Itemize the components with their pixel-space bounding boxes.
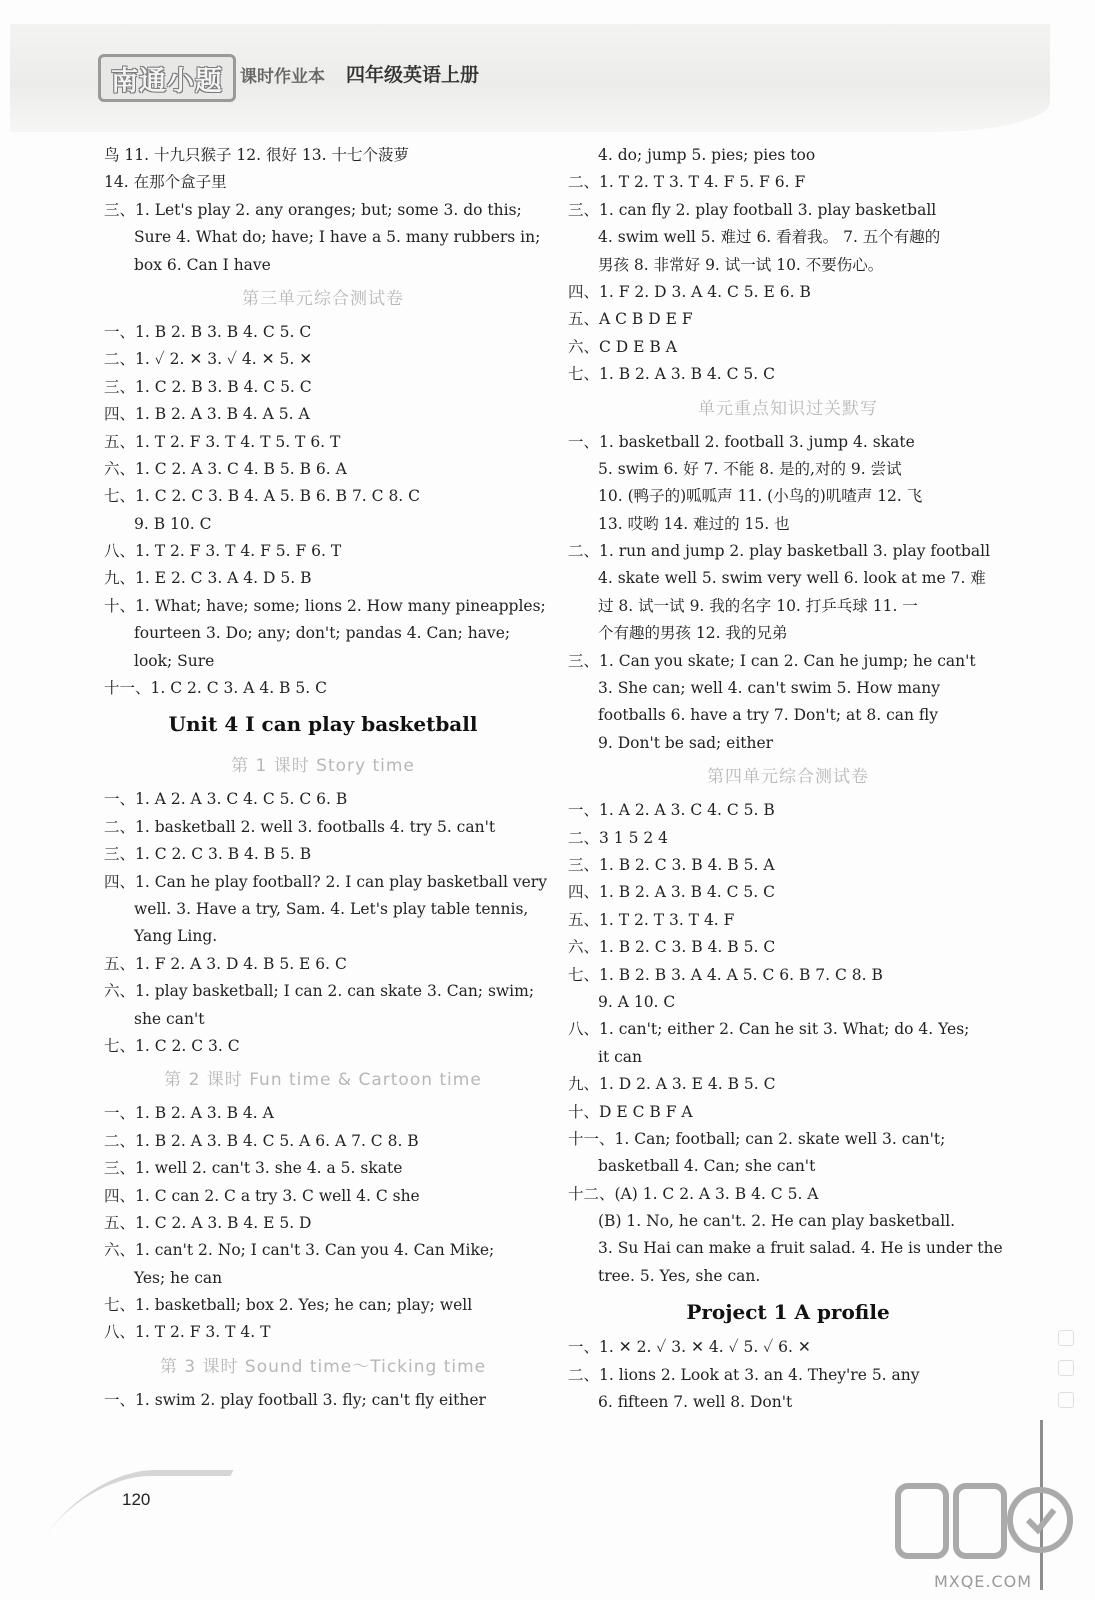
answer-line: Yes; he can	[134, 1268, 223, 1287]
section-heading: 第四单元综合测试卷	[707, 767, 869, 788]
answer-line: 二、3 1 5 2 4	[568, 828, 669, 847]
answer-line: 三、1. well 2. can't 3. she 4. a 5. skate	[104, 1159, 403, 1178]
answer-column-left	[104, 142, 547, 1414]
answer-line: 一、1. ✕ 2. ✓ 3. ✕ 4. ✓ 5. ✓ 6. ✕	[568, 1338, 811, 1357]
answer-line: 二、1. B 2. A 3. B 4. C 5. A 6. A 7. C 8. B	[104, 1131, 419, 1150]
answer-line: 八、1. T 2. F 3. T 4. T	[104, 1323, 271, 1342]
answer-line: 9. B 10. C	[134, 514, 212, 533]
answer-line: 10. (鸭子的)呱呱声 11. (小鸟的)叽喳声 12. 飞	[598, 487, 923, 506]
answer-line: 四、1. F 2. D 3. A 4. C 5. E 6. B	[568, 282, 811, 301]
answer-line: look; Sure	[134, 651, 215, 670]
margin-mark	[1058, 1392, 1074, 1408]
answer-line: 5. swim 6. 好 7. 不能 8. 是的,对的 9. 尝试	[598, 459, 902, 478]
answer-line: 六、C D E B A	[568, 337, 677, 356]
answer-line: well. 3. Have a try, Sam. 4. Let's play table tennis,	[134, 899, 529, 918]
answer-line: 七、1. B 2. A 3. B 4. C 5. C	[568, 365, 775, 384]
answer-line: 4. swim well 5. 难过 6. 看着我。 7. 五个有趣的	[598, 228, 941, 247]
answer-line: 五、1. T 2. T 3. T 4. F	[568, 910, 735, 929]
answer-line: 四、1. B 2. A 3. B 4. A 5. A	[104, 405, 310, 424]
section-heading: 第 3 课时 Sound time～Ticking time	[159, 1356, 487, 1377]
answer-line: 二、1. T 2. T 3. T 4. F 5. F 6. F	[568, 173, 806, 192]
answer-line: 二、1. run and jump 2. play basketball 3. play football	[568, 542, 991, 561]
unit-heading: Project 1 A profile	[686, 1300, 890, 1325]
answer-line: 三、1. C 2. C 3. B 4. B 5. B	[104, 845, 312, 864]
answer-line: 七、1. basketball; box 2. Yes; he can; play; well	[104, 1296, 473, 1315]
answer-line: 八、1. can't; either 2. Can he sit 3. What; do 4. Yes;	[568, 1020, 970, 1039]
answer-line: it can	[598, 1047, 643, 1066]
answer-line: 三、1. Let's play 2. any oranges; but; some 3. do this;	[104, 200, 522, 219]
brand-logo: 南通小题	[98, 54, 236, 102]
answer-line: (B) 1. No, he can't. 2. He can play basketball.	[598, 1212, 956, 1231]
section-heading: 单元重点知识过关默写	[698, 398, 878, 419]
answer-line: fourteen 3. Do; any; don't; pandas 4. Can; have;	[134, 624, 511, 643]
answer-line: 男孩 8. 非常好 9. 试一试 10. 不要伤心。	[598, 255, 884, 274]
answer-line: 6. fifteen 7. well 8. Don't	[598, 1393, 793, 1412]
answer-line: Yang Ling.	[134, 927, 218, 946]
section-heading: 第三单元综合测试卷	[242, 288, 404, 309]
answer-line: 鸟 11. 十九只猴子 12. 很好 13. 十七个菠萝	[104, 146, 410, 164]
answer-line: Sure 4. What do; have; I have a 5. many rubbers in;	[134, 228, 541, 247]
answer-line: 9. A 10. C	[598, 992, 676, 1011]
answer-line: 六、1. C 2. A 3. C 4. B 5. B 6. A	[104, 459, 347, 478]
answer-line: 六、1. B 2. C 3. B 4. B 5. C	[568, 938, 776, 957]
answer-line: 七、1. C 2. C 3. B 4. A 5. B 6. B 7. C 8. C	[104, 487, 421, 506]
answer-line: footballs 6. have a try 7. Don't; at 8. can fly	[598, 706, 939, 725]
answer-line: 13. 哎哟 14. 难过的 15. 也	[598, 514, 790, 533]
answer-line: 十、1. What; have; some; lions 2. How many pineapples;	[104, 596, 546, 615]
answer-line: 七、1. C 2. C 3. C	[104, 1036, 240, 1055]
answer-line: 二、1. lions 2. Look at 3. an 4. They're 5. any	[568, 1365, 920, 1384]
answer-line: 一、1. A 2. A 3. C 4. C 5. B	[568, 801, 775, 820]
answer-line: 四、1. B 2. A 3. B 4. C 5. C	[568, 883, 775, 902]
answer-line: 3. She can; well 4. can't swim 5. How many	[598, 679, 941, 698]
page-number: 120	[122, 1490, 151, 1509]
answer-line: 六、1. play basketball; I can 2. can skate 3. Can; swim;	[104, 982, 535, 1001]
book-title: 四年级英语上册	[346, 64, 480, 86]
answer-line: 九、1. E 2. C 3. A 4. D 5. B	[104, 569, 312, 588]
answer-line: 一、1. B 2. B 3. B 4. C 5. C	[104, 322, 312, 341]
answer-line: 十一、1. Can; football; can 2. skate well 3. can't;	[568, 1129, 946, 1148]
margin-mark	[1058, 1360, 1074, 1376]
answer-line: 一、1. B 2. A 3. B 4. A	[104, 1104, 274, 1123]
answer-line: 9. Don't be sad; either	[598, 733, 774, 752]
answer-line: 九、1. D 2. A 3. E 4. B 5. C	[568, 1075, 776, 1094]
answer-line: 一、1. A 2. A 3. C 4. C 5. C 6. B	[104, 790, 348, 809]
answer-column-right	[568, 142, 1008, 1416]
section-heading: 第 2 课时 Fun time & Cartoon time	[164, 1070, 482, 1091]
answer-line: 四、1. Can he play football? 2. I can play basketball very	[104, 872, 547, 891]
answer-line: 二、1. ✓ 2. ✕ 3. ✓ 4. ✕ 5. ✕	[104, 350, 313, 369]
watermark-text: MXQE.COM	[933, 1572, 1033, 1591]
answer-line: 4. do; jump 5. pies; pies too	[598, 146, 816, 164]
section-heading: 第 1 课时 Story time	[231, 756, 415, 777]
answer-line: 一、1. basketball 2. football 3. jump 4. skate	[568, 432, 915, 451]
answer-line: basketball 4. Can; she can't	[598, 1157, 816, 1176]
answer-line: 14. 在那个盒子里	[104, 173, 227, 192]
answer-line: she can't	[134, 1009, 205, 1028]
unit-heading: Unit 4 I can play basketball	[168, 712, 478, 737]
answer-line: 六、1. can't 2. No; I can't 3. Can you 4. Can Mike;	[104, 1241, 495, 1260]
answer-line: 五、1. F 2. A 3. D 4. B 5. E 6. C	[104, 954, 347, 973]
answer-line: 二、1. basketball 2. well 3. footballs 4. try 5. can't	[104, 817, 496, 836]
answer-line: 三、1. C 2. B 3. B 4. C 5. C	[104, 377, 312, 396]
answer-line: 过 8. 试一试 9. 我的名字 10. 打乒乓球 11. 一	[598, 596, 918, 615]
watermark-logo	[890, 1478, 1076, 1590]
answer-line: 个有趣的男孩 12. 我的兄弟	[598, 624, 788, 643]
answer-line: tree. 5. Yes, she can.	[598, 1266, 761, 1285]
answer-line: 七、1. B 2. B 3. A 4. A 5. C 6. B 7. C 8. B	[568, 965, 883, 984]
margin-mark	[1058, 1330, 1074, 1346]
answer-line: 五、1. C 2. A 3. B 4. E 5. D	[104, 1213, 312, 1232]
answer-line: 十二、(A) 1. C 2. A 3. B 4. C 5. A	[568, 1184, 819, 1203]
answer-line: 三、1. Can you skate; I can 2. Can he jump; he can't	[568, 651, 976, 670]
answer-line: 一、1. swim 2. play football 3. fly; can't fly either	[104, 1390, 486, 1409]
answer-line: 三、1. can fly 2. play football 3. play basketball	[568, 200, 937, 219]
answer-line: 三、1. B 2. C 3. B 4. B 5. A	[568, 855, 775, 874]
answer-line: 四、1. C can 2. C a try 3. C well 4. C she	[104, 1186, 420, 1205]
answer-line: 五、1. T 2. F 3. T 4. T 5. T 6. T	[104, 432, 341, 451]
answer-line: 五、A C B D E F	[568, 310, 693, 329]
answer-line: 十、D E C B F A	[568, 1102, 693, 1121]
answer-line: box 6. Can I have	[134, 255, 271, 274]
answer-line: 3. Su Hai can make a fruit salad. 4. He is under the	[598, 1239, 1003, 1258]
answer-line: 4. skate well 5. swim very well 6. look at me 7. 难	[598, 569, 986, 588]
answer-line: 十一、1. C 2. C 3. A 4. B 5. C	[104, 679, 327, 698]
answer-line: 八、1. T 2. F 3. T 4. F 5. F 6. T	[104, 542, 342, 561]
series-title: 课时作业本	[240, 67, 325, 87]
